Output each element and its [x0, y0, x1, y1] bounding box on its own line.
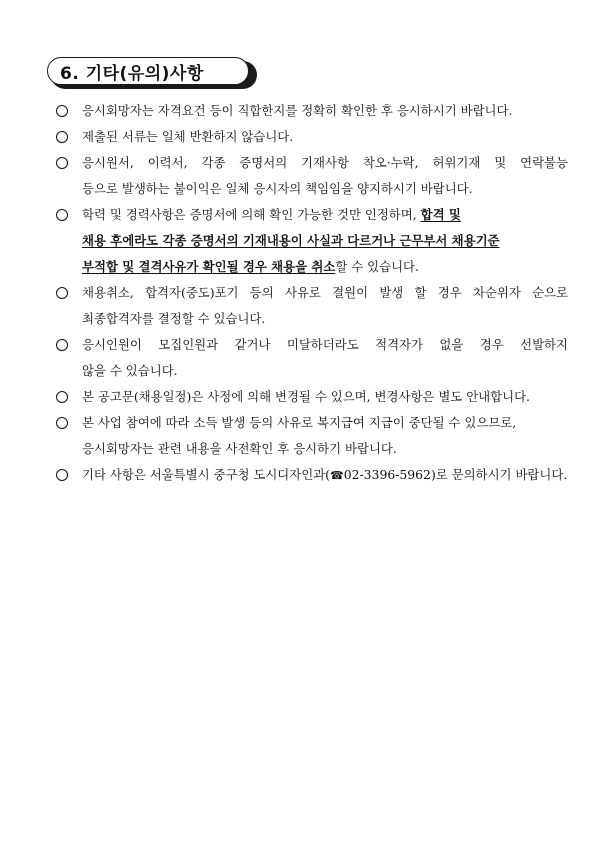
- phone-number: 02-3396-5962: [343, 467, 431, 482]
- item-text: 응시회망자는 자격요건 등이 직합한지를 정확히 확인한 후 응시하시기 바랍니다.: [82, 103, 513, 118]
- heading-box: [47, 57, 249, 85]
- emphasis-text: 부적합 및 결격사유가 확인될 경우 채용을 취소: [82, 259, 336, 274]
- list-item: [56, 410, 568, 462]
- item-text-line: [82, 254, 568, 280]
- item-text-line: [82, 228, 568, 254]
- item-text: 할 수 있습니다.: [335, 259, 419, 274]
- item-text: 응시인원이 모집인원과 같거나 미달하더라도 적격자가 없을 경우 선발하지: [82, 337, 568, 352]
- circle-bullet-icon: [56, 105, 68, 117]
- list-item: [56, 202, 568, 280]
- item-text: 등으로 발생하는 불이익은 일체 응시자의 책임임을 양지하시기 바랍니다.: [82, 181, 473, 196]
- item-text: 제출된 서류는 일체 반환하지 않습니다.: [82, 129, 294, 144]
- circle-bullet-icon: [56, 209, 68, 221]
- item-text: 응시원서, 이력서, 각종 증명서의 기재사항 착오·누락, 허위기재 및 연락불능: [82, 155, 568, 170]
- phone-icon: ☎: [330, 469, 344, 482]
- item-text: 않을 수 있습니다.: [82, 363, 178, 378]
- list-item: [56, 98, 568, 124]
- emphasis-text: 채용 후에라도 각종 증명서의 기재내용이 사실과 다르거나 근무부서 채용기준: [82, 233, 500, 248]
- circle-bullet-icon: [56, 339, 68, 351]
- item-text: 본 공고문(채용일정)은 사정에 의해 변경될 수 있으며, 변경사항은 별도 안내합니다.: [82, 389, 530, 404]
- section-heading: [47, 57, 257, 91]
- circle-bullet-icon: [56, 131, 68, 143]
- item-text: 채용취소, 합격자(중도)포기 등의 사유로 결원이 발생 할 경우 차순위자 순으로: [82, 285, 568, 300]
- item-text: 기타 사항은 서울특별시 중구청 도시디자인과(: [82, 467, 331, 482]
- item-text-line: [82, 462, 568, 489]
- item-text: 응시회망자는 관련 내용을 사전확인 후 응시하기 바랍니다.: [82, 441, 397, 456]
- item-text: 본 사업 참여에 따라 소득 발생 등의 사유로 복지급여 지급이 중단될 수 있으므로,: [82, 415, 517, 430]
- notice-list: [56, 98, 568, 489]
- circle-bullet-icon: [56, 417, 68, 429]
- emphasis-text: 합격 및: [420, 207, 461, 222]
- section-title: 6. 기타(유의)사항: [60, 63, 204, 84]
- list-item: [56, 124, 568, 150]
- circle-bullet-icon: [56, 287, 68, 299]
- circle-bullet-icon: [56, 157, 68, 169]
- item-text-line: [82, 202, 568, 228]
- item-text: )로 문의하시기 바랍니다.: [430, 467, 568, 482]
- list-item: [56, 150, 568, 202]
- list-item: [56, 384, 568, 410]
- list-item: [56, 280, 568, 332]
- item-text: 최종합격자를 결정할 수 있습니다.: [82, 311, 266, 326]
- circle-bullet-icon: [56, 469, 68, 481]
- list-item: [56, 332, 568, 384]
- item-text: 학력 및 경력사항은 증명서에 의해 확인 가능한 것만 인정하며,: [82, 207, 421, 222]
- circle-bullet-icon: [56, 391, 68, 403]
- list-item: [56, 462, 568, 489]
